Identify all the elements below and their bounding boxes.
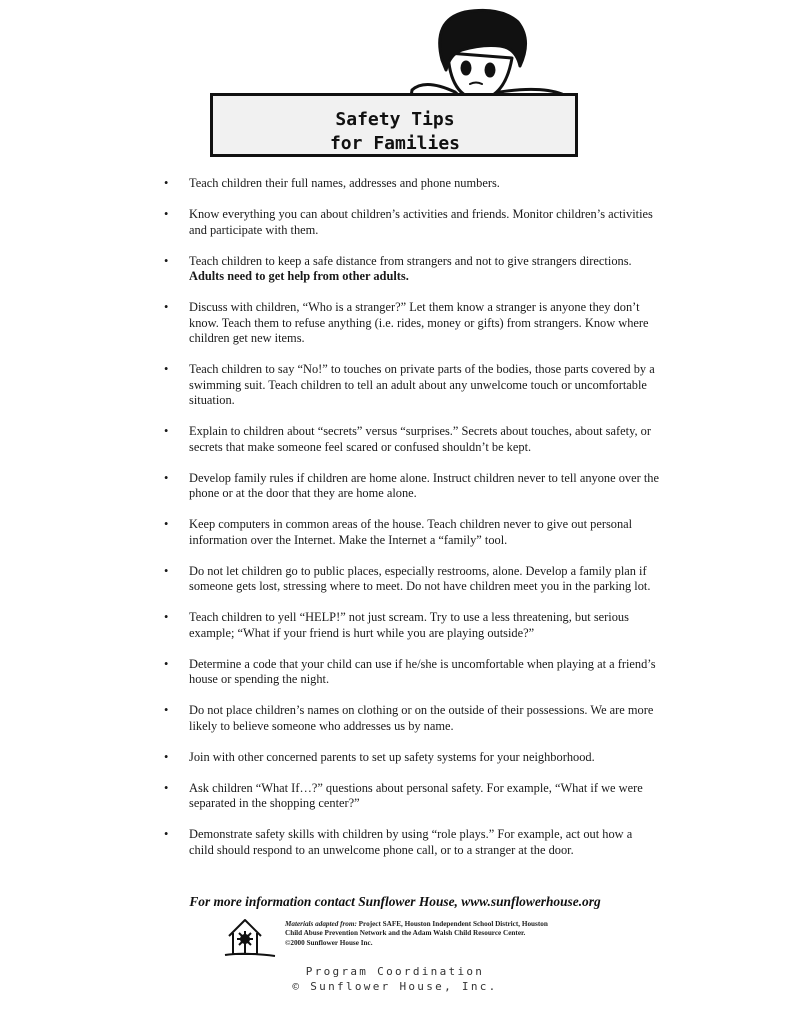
bullet-icon: • (164, 827, 169, 841)
tip-text: Discuss with children, “Who is a stranger?” Let them know a stranger is anyone they don’t know. Teach them to refuse anything (i.e. rides, money or gifts) from strangers. Know where children get new items. (189, 300, 649, 345)
bullet-icon: • (164, 656, 169, 671)
bullet-icon: • (164, 470, 169, 485)
bullet-icon: • (164, 749, 169, 764)
list-item (164, 424, 660, 455)
list-item (164, 517, 660, 548)
title-line-1: Safety Tips (335, 109, 455, 130)
tip-text: Teach children to yell “HELP!” not just scream. Try to use a less threatening, but serious example; “What if your friend is hurt while you are playing outside?” (189, 610, 629, 640)
tip-text: Determine a code that your child can use if he/she is uncomfortable when playing at a friend’s house or spending the night. (189, 656, 656, 686)
list-item (164, 300, 660, 347)
bullet-icon: • (164, 780, 169, 795)
credits-block (285, 920, 605, 948)
tip-text: Demonstrate safety skills with children by using “role plays.” For example, act out how a child should respond to an unwelcome phone call, or to a stranger at the door. (189, 827, 633, 857)
list-item (164, 176, 660, 192)
bullet-icon: • (164, 703, 169, 717)
tip-text: Know everything you can about children’s activities and friends. Monitor children’s activities and participate with them. (189, 207, 653, 237)
footer (180, 964, 610, 994)
tip-text: Do not place children’s names on clothing or on the outside of their possessions. We are more likely to believe someone who addresses us by name. (189, 703, 654, 733)
list-item (164, 610, 660, 641)
sunflower-house-logo-icon (223, 914, 277, 960)
footer-line-1: Program Coordination (305, 965, 485, 978)
credits-line-1: Project SAFE, Houston Independent School District, Houston (358, 920, 548, 928)
list-item (164, 362, 660, 409)
footer-line-2: © Sunflower House, Inc. (292, 980, 498, 993)
title-line-2: for Families (329, 133, 461, 154)
list-item (164, 657, 660, 688)
list-item (164, 827, 660, 858)
list-item (164, 207, 660, 238)
bullet-icon: • (164, 610, 169, 624)
bullet-icon: • (164, 207, 169, 221)
tip-text: Join with other concerned parents to set up safety systems for your neighborhood. (189, 749, 595, 764)
contact-line: For more information contact Sunflower House, www.sunflowerhouse.org (189, 894, 601, 909)
tip-text: Explain to children about “secrets” versus “surprises.” Secrets about touches, about safety, or secrets that make someone feel scared or confused shouldn’t be kept. (189, 424, 651, 454)
bullet-icon: • (164, 300, 169, 314)
tip-text: Teach children to say “No!” to touches on private parts of the bodies, those parts covered by a swimming suit. Teach children to tell an adult about any unwelcome touch or uncomfortable situation. (189, 362, 655, 407)
credits-line-2: Child Abuse Prevention Network and the Adam Walsh Child Resource Center. (285, 929, 526, 938)
bullet-icon: • (164, 424, 169, 438)
bullet-icon: • (164, 517, 169, 531)
tip-emphasis: Adults need to get help from other adults. (189, 269, 409, 283)
bullet-icon: • (164, 253, 169, 268)
safety-tips-list (164, 176, 660, 874)
credits-line-3: ©2000 Sunflower House Inc. (285, 938, 373, 947)
list-item (164, 564, 660, 595)
credits-lead: Materials adapted from: (285, 920, 357, 928)
list-item (164, 781, 660, 812)
tip-text: Teach children to keep a safe distance from strangers and not to give strangers directions. (189, 253, 632, 268)
list-item (164, 750, 660, 766)
tip-text: Develop family rules if children are home alone. Instruct children never to tell anyone over the phone or at the door that they are home alone. (189, 470, 659, 500)
list-item (164, 703, 660, 734)
page-title (278, 108, 512, 156)
bullet-icon: • (164, 362, 169, 376)
tip-text: Keep computers in common areas of the house. Teach children never to give out personal information over the Internet. Make the Internet a “family” tool. (189, 517, 633, 547)
tip-text: Ask children “What If…?” questions about personal safety. For example, “What if we were separated in the shopping center?” (189, 780, 643, 810)
list-item (164, 471, 660, 502)
tip-text: Teach children their full names, addresses and phone numbers. (189, 176, 500, 190)
tip-text: Do not let children go to public places, especially restrooms, alone. Develop a family plan if someone gets lost, stressing where to meet. Do not have children meet you in the parking lot. (189, 563, 651, 593)
bullet-icon: • (164, 563, 169, 578)
bullet-icon: • (164, 176, 169, 190)
list-item (164, 254, 660, 285)
